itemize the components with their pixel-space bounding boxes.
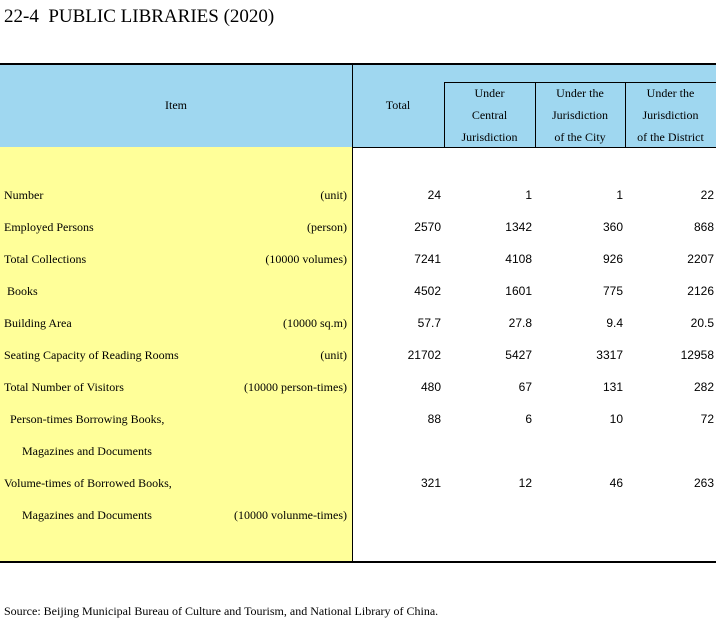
row-label: Seating Capacity of Reading Rooms [4,348,179,362]
cell-city: 3317 [596,348,623,362]
row-unit: (10000 volumes) [265,252,347,266]
cell-total: 88 [427,412,441,426]
cell-city: 1 [616,188,623,202]
cell-district: 263 [693,476,714,490]
cell-total: 480 [420,380,441,394]
cell-total: 21702 [407,348,441,362]
cell-district: 2207 [687,252,714,266]
cell-central: 27.8 [508,316,532,330]
cell-central: 1601 [505,284,532,298]
row-label: Employed Persons [4,220,94,234]
cell-central: 1 [525,188,532,202]
cell-total: 321 [420,476,441,490]
row-label: Number [4,188,44,202]
row-unit: (unit) [320,188,347,202]
row-label: Volume-times of Borrowed Books, [4,476,172,490]
cell-total: 7241 [414,252,441,266]
cell-district: 20.5 [690,316,714,330]
header-item: Item [165,98,187,112]
cell-city: 360 [602,220,623,234]
header-district: Under the Jurisdiction of the District [637,86,704,144]
cell-district: 12958 [680,348,714,362]
cell-central: 5427 [505,348,532,362]
cell-city: 775 [602,284,623,298]
cell-city: 9.4 [606,316,623,330]
cell-central: 12 [518,476,532,490]
cell-city: 46 [609,476,623,490]
cell-district: 868 [693,220,714,234]
row-unit: (unit) [320,348,347,362]
cell-city: 10 [609,412,623,426]
header-city: Under the Jurisdiction of the City [552,86,608,144]
rule-item-total [352,65,353,561]
cell-total: 24 [427,188,441,202]
cell-district: 22 [700,188,714,202]
cell-city: 131 [602,380,623,394]
header-total: Total [385,98,411,112]
header-central: Under Central Jurisdiction [461,86,518,144]
cell-central: 67 [518,380,532,394]
cell-total: 2570 [414,220,441,234]
row-label: Magazines and Documents [4,508,152,522]
cell-district: 2126 [687,284,714,298]
row-label: Building Area [4,316,72,330]
cell-total: 4502 [414,284,441,298]
row-unit: (10000 sq.m) [283,316,347,330]
cell-central: 4108 [505,252,532,266]
row-label: Total Number of Visitors [4,380,124,394]
cell-city: 926 [602,252,623,266]
row-unit: (person) [307,220,347,234]
row-label: Person-times Borrowing Books, [4,412,165,426]
row-label: Magazines and Documents [4,444,152,458]
table-title: 22-4 PUBLIC LIBRARIES (2020) [4,6,275,27]
cell-central: 1342 [505,220,532,234]
cell-central: 6 [525,412,532,426]
cell-district: 282 [693,380,714,394]
source-note: Source: Beijing Municipal Bureau of Culture and Tourism, and National Library of China. [4,604,439,618]
row-unit: (10000 person-times) [244,380,347,394]
row-label: Books [4,284,38,298]
row-unit: (10000 volunme-times) [234,508,347,522]
row-label: Total Collections [4,252,87,266]
cell-total: 57.7 [417,316,441,330]
cell-district: 72 [700,412,714,426]
